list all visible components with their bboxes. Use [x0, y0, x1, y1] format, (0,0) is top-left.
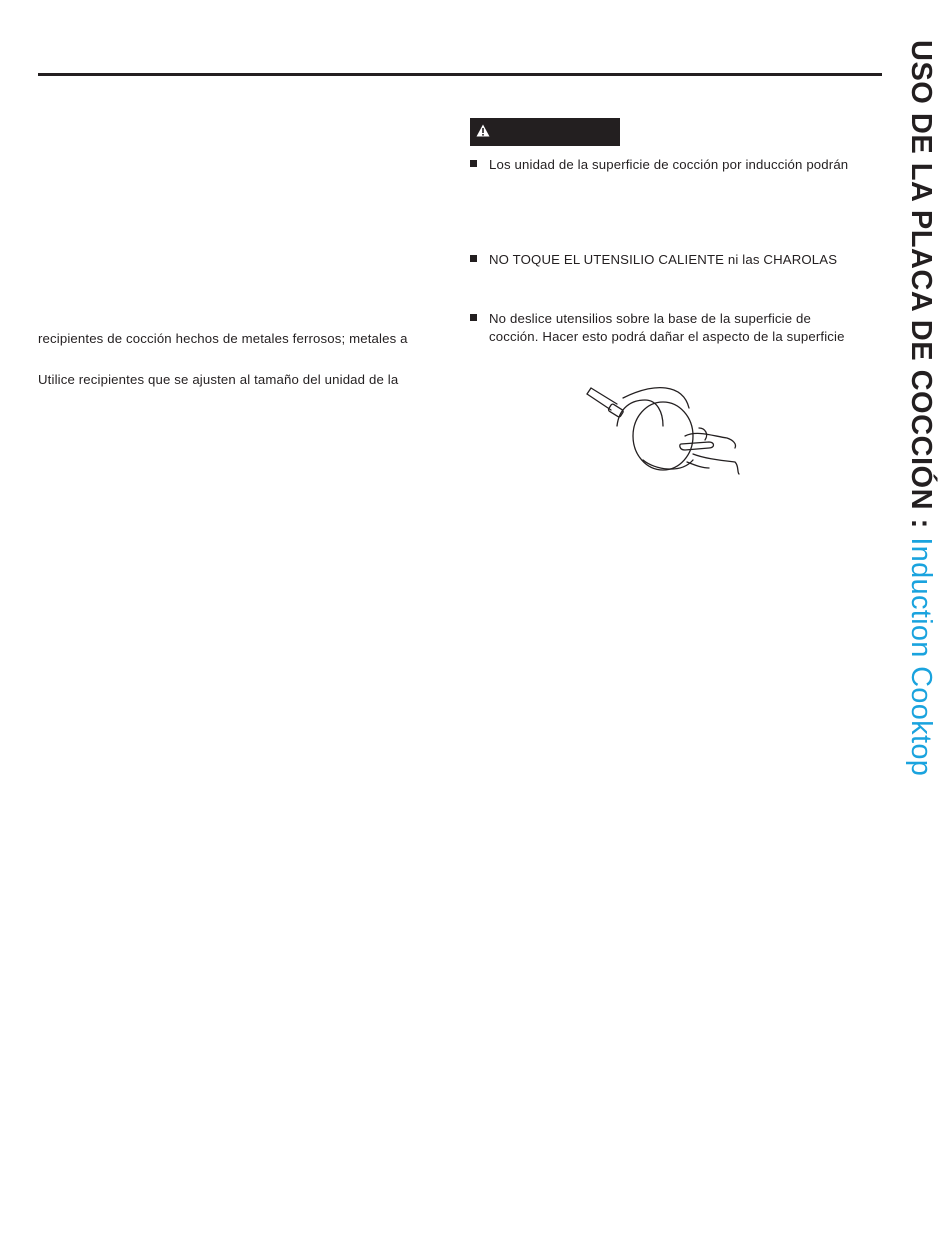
section-title-bold: USO DE LA PLACA DE COCCIÓN :	[905, 40, 937, 538]
bullet-square	[470, 160, 477, 167]
bullet-text: NO TOQUE EL UTENSILIO CALIENTE ni las CHAROLAS	[489, 252, 838, 267]
warning-triangle-icon	[476, 124, 490, 137]
warning-banner	[470, 118, 620, 146]
bullet-square	[470, 314, 477, 321]
bullet-text-line-1: No deslice utensilios sobre la base de la superficie de	[489, 311, 812, 326]
section-title-light: Induction Cooktop	[905, 537, 937, 777]
bullet-text-line-2: cocción. Hacer esto podrá dañar el aspecto de la superficie	[489, 329, 845, 344]
lifting-pan-illustration	[585, 378, 745, 478]
paragraph-ferrous-metals: recipientes de cocción hechos de metales ferrosos; metales a	[38, 331, 408, 346]
paragraph-pan-size: Utilice recipientes que se ajusten al tamaño del unidad de la	[38, 372, 399, 387]
side-section-title	[900, 40, 940, 820]
bullet-square	[470, 255, 477, 262]
bullet-text: Los unidad de la superficie de cocción por inducción podrán	[489, 157, 849, 172]
header-rule	[38, 73, 882, 76]
